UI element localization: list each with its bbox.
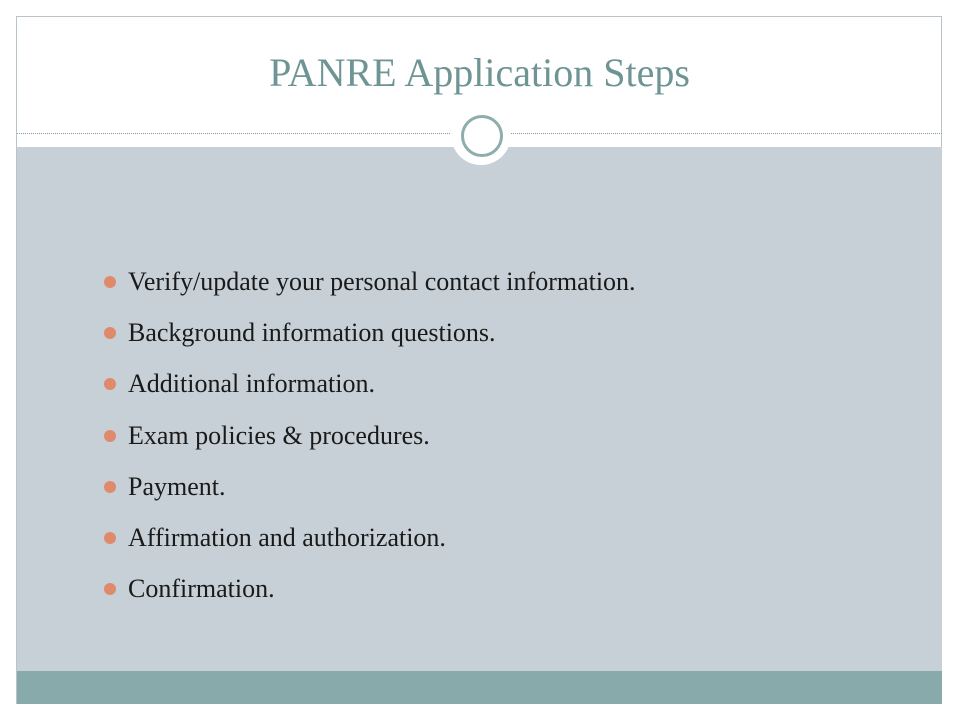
bullet-text: Additional information. bbox=[128, 369, 375, 399]
bullet-dot-icon bbox=[104, 583, 116, 595]
bullet-dot-icon bbox=[104, 327, 116, 339]
bullet-text: Confirmation. bbox=[128, 574, 275, 604]
footer-band bbox=[17, 671, 942, 704]
bullet-item bbox=[104, 461, 904, 512]
ring-ornament-icon bbox=[461, 115, 503, 157]
bullet-item bbox=[104, 256, 904, 307]
bullet-text: Background information questions. bbox=[128, 317, 496, 347]
bullet-text: Exam policies & procedures. bbox=[128, 420, 430, 450]
bullet-text: Payment. bbox=[128, 471, 226, 501]
bullet-item bbox=[104, 512, 904, 563]
bullet-dot-icon bbox=[104, 481, 116, 493]
bullet-dot-icon bbox=[104, 378, 116, 390]
bullet-dot-icon bbox=[104, 276, 116, 288]
bullet-text: Verify/update your personal contact information. bbox=[128, 266, 636, 296]
bullet-item bbox=[104, 410, 904, 461]
bullet-text: Affirmation and authorization. bbox=[128, 523, 446, 553]
bullet-dot-icon bbox=[104, 430, 116, 442]
bullet-dot-icon bbox=[104, 532, 116, 544]
bullet-list bbox=[104, 256, 904, 615]
bullet-item bbox=[104, 359, 904, 410]
slide-title: PANRE Application Steps bbox=[269, 50, 690, 95]
bullet-item bbox=[104, 564, 904, 615]
bullet-item bbox=[104, 307, 904, 358]
